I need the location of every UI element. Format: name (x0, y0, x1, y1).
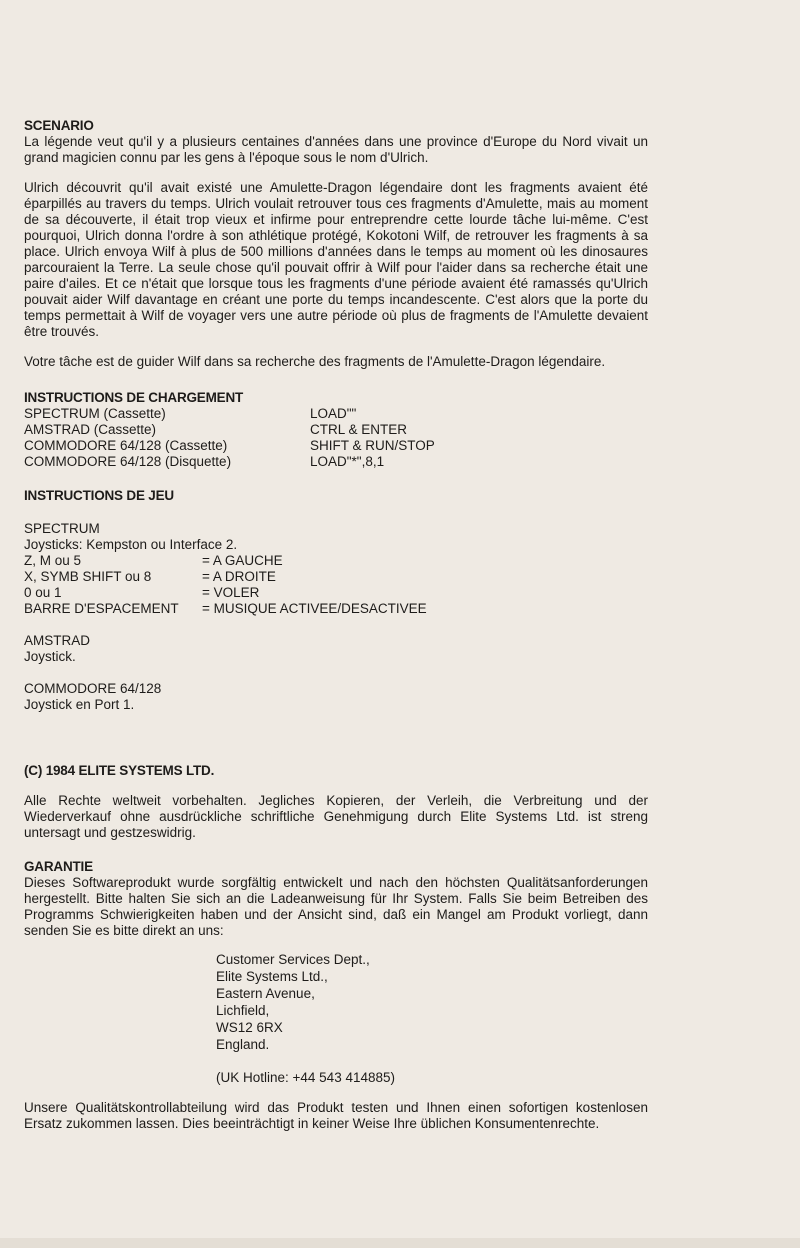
address-line: England. (216, 1037, 270, 1052)
scenario-paragraph-3: Votre tâche est de guider Wilf dans sa recherche des fragments de l'Amulette-Dragon légendaire. (24, 354, 606, 369)
service-address (216, 951, 648, 1086)
address-line: Lichfield, (216, 1003, 270, 1018)
copyright-text: Alle Rechte weltweit vorbehalten. Jegliches Kopieren, der Verleih, die Verbreitung und der Wiederverkauf ohne ausdrückliche schriftliche Genehmigung durch Elite Systems Ltd. ist streng untersagt und gestzeswidrig. (24, 793, 648, 840)
loading-command: CTRL & ENTER (310, 422, 408, 437)
hotline: (UK Hotline: +44 543 414885) (216, 1070, 395, 1085)
loading-command: LOAD"" (310, 406, 357, 421)
key-label: BARRE D'ESPACEMENT (24, 601, 179, 616)
garantie-heading: GARANTIE (24, 859, 93, 874)
key-action: = VOLER (202, 585, 260, 600)
loading-command: LOAD"*",8,1 (310, 454, 385, 469)
address-line: Elite Systems Ltd., (216, 969, 328, 984)
address-line: WS12 6RX (216, 1020, 283, 1035)
spectrum-keys-table (24, 553, 648, 617)
garantie-closing: Unsere Qualitätskontrollabteilung wird das Produkt testen und Ihnen einen sofortigen kostenlosen Ersatz zukommen lassen. Dies beeinträchtigt in keiner Weise Ihre üblichen Konsumentenrechte. (24, 1100, 648, 1131)
key-label: X, SYMB SHIFT ou 8 (24, 569, 152, 584)
key-label: Z, M ou 5 (24, 553, 82, 568)
play-heading: INSTRUCTIONS DE JEU (24, 488, 174, 503)
commodore-note: Joystick en Port 1. (24, 697, 135, 712)
loading-command: SHIFT & RUN/STOP (310, 438, 435, 453)
loading-system: SPECTRUM (Cassette) (24, 406, 166, 421)
scenario-paragraph-2: Ulrich découvrit qu'il avait existé une Amulette-Dragon légendaire dont les fragments avaient été éparpillés au travers du temps. Ulrich voulait retrouver tous ces fragments d'Amulette, mais au moment de sa découverte, il était trop vieux et infirme pour entreprendre cette lourde tâche lui-même. C'est pourquoi, Ulrich donna l'ordre à son athlétique protégé, Kokotoni Wilf, de retrouver les fragments à sa place. Ulrich envoya Wilf à plus de 500 millions d'années dans le temps au moment où les dinosaures parcouraient la Terre. La seule chose qu'il pouvait offrir à Wilf pour l'aider dans sa recherche était une paire d'ailes. Et ce n'était que lorsque tous les fragments d'une période avaient été ramassés qu'Ulrich pouvait aider Wilf davantage en créant une porte du temps incandescente. C'est alors que la porte du temps permettait à Wilf de voyager vers une autre période où plus de fragments de l'Amulette devaient être trouvés. (24, 180, 648, 339)
loading-system: COMMODORE 64/128 (Disquette) (24, 454, 232, 469)
page-edge (0, 1238, 800, 1248)
amstrad-note: Joystick. (24, 649, 76, 664)
address-line: Customer Services Dept., (216, 952, 370, 967)
amstrad-title: AMSTRAD (24, 633, 91, 648)
loading-system: COMMODORE 64/128 (Cassette) (24, 438, 228, 453)
garantie-text: Dieses Softwareprodukt wurde sorgfältig entwickelt und nach den höchsten Qualitätsanforderungen hergestellt. Bitte halten Sie sich an die Ladeanweisung für Ihr System. Falls Sie beim Betreiben des Programms Schwierigkeiten haben und der Ansicht sind, daß ein Mangel am Produkt vorliegt, dann senden Sie es bitte direkt an uns: (24, 875, 648, 938)
loading-table (24, 406, 648, 470)
loading-system: AMSTRAD (Cassette) (24, 422, 157, 437)
spectrum-joysticks: Joysticks: Kempston ou Interface 2. (24, 537, 238, 552)
key-label: 0 ou 1 (24, 585, 62, 600)
key-action: = A DROITE (202, 569, 276, 584)
key-action: = A GAUCHE (202, 553, 283, 568)
manual-content (24, 118, 648, 1132)
scenario-paragraph-1: La légende veut qu'il y a plusieurs centaines d'années dans une province d'Europe du Nord vivait un grand magicien connu par les gens à l'époque sous le nom d'Ulrich. (24, 134, 648, 165)
key-action: = MUSIQUE ACTIVEE/DESACTIVEE (202, 601, 427, 616)
spectrum-title: SPECTRUM (24, 521, 100, 536)
commodore-title: COMMODORE 64/128 (24, 681, 162, 696)
scenario-heading: SCENARIO (24, 118, 94, 133)
loading-heading: INSTRUCTIONS DE CHARGEMENT (24, 390, 244, 405)
copyright-heading: (C) 1984 ELITE SYSTEMS LTD. (24, 763, 215, 778)
address-line: Eastern Avenue, (216, 986, 315, 1001)
